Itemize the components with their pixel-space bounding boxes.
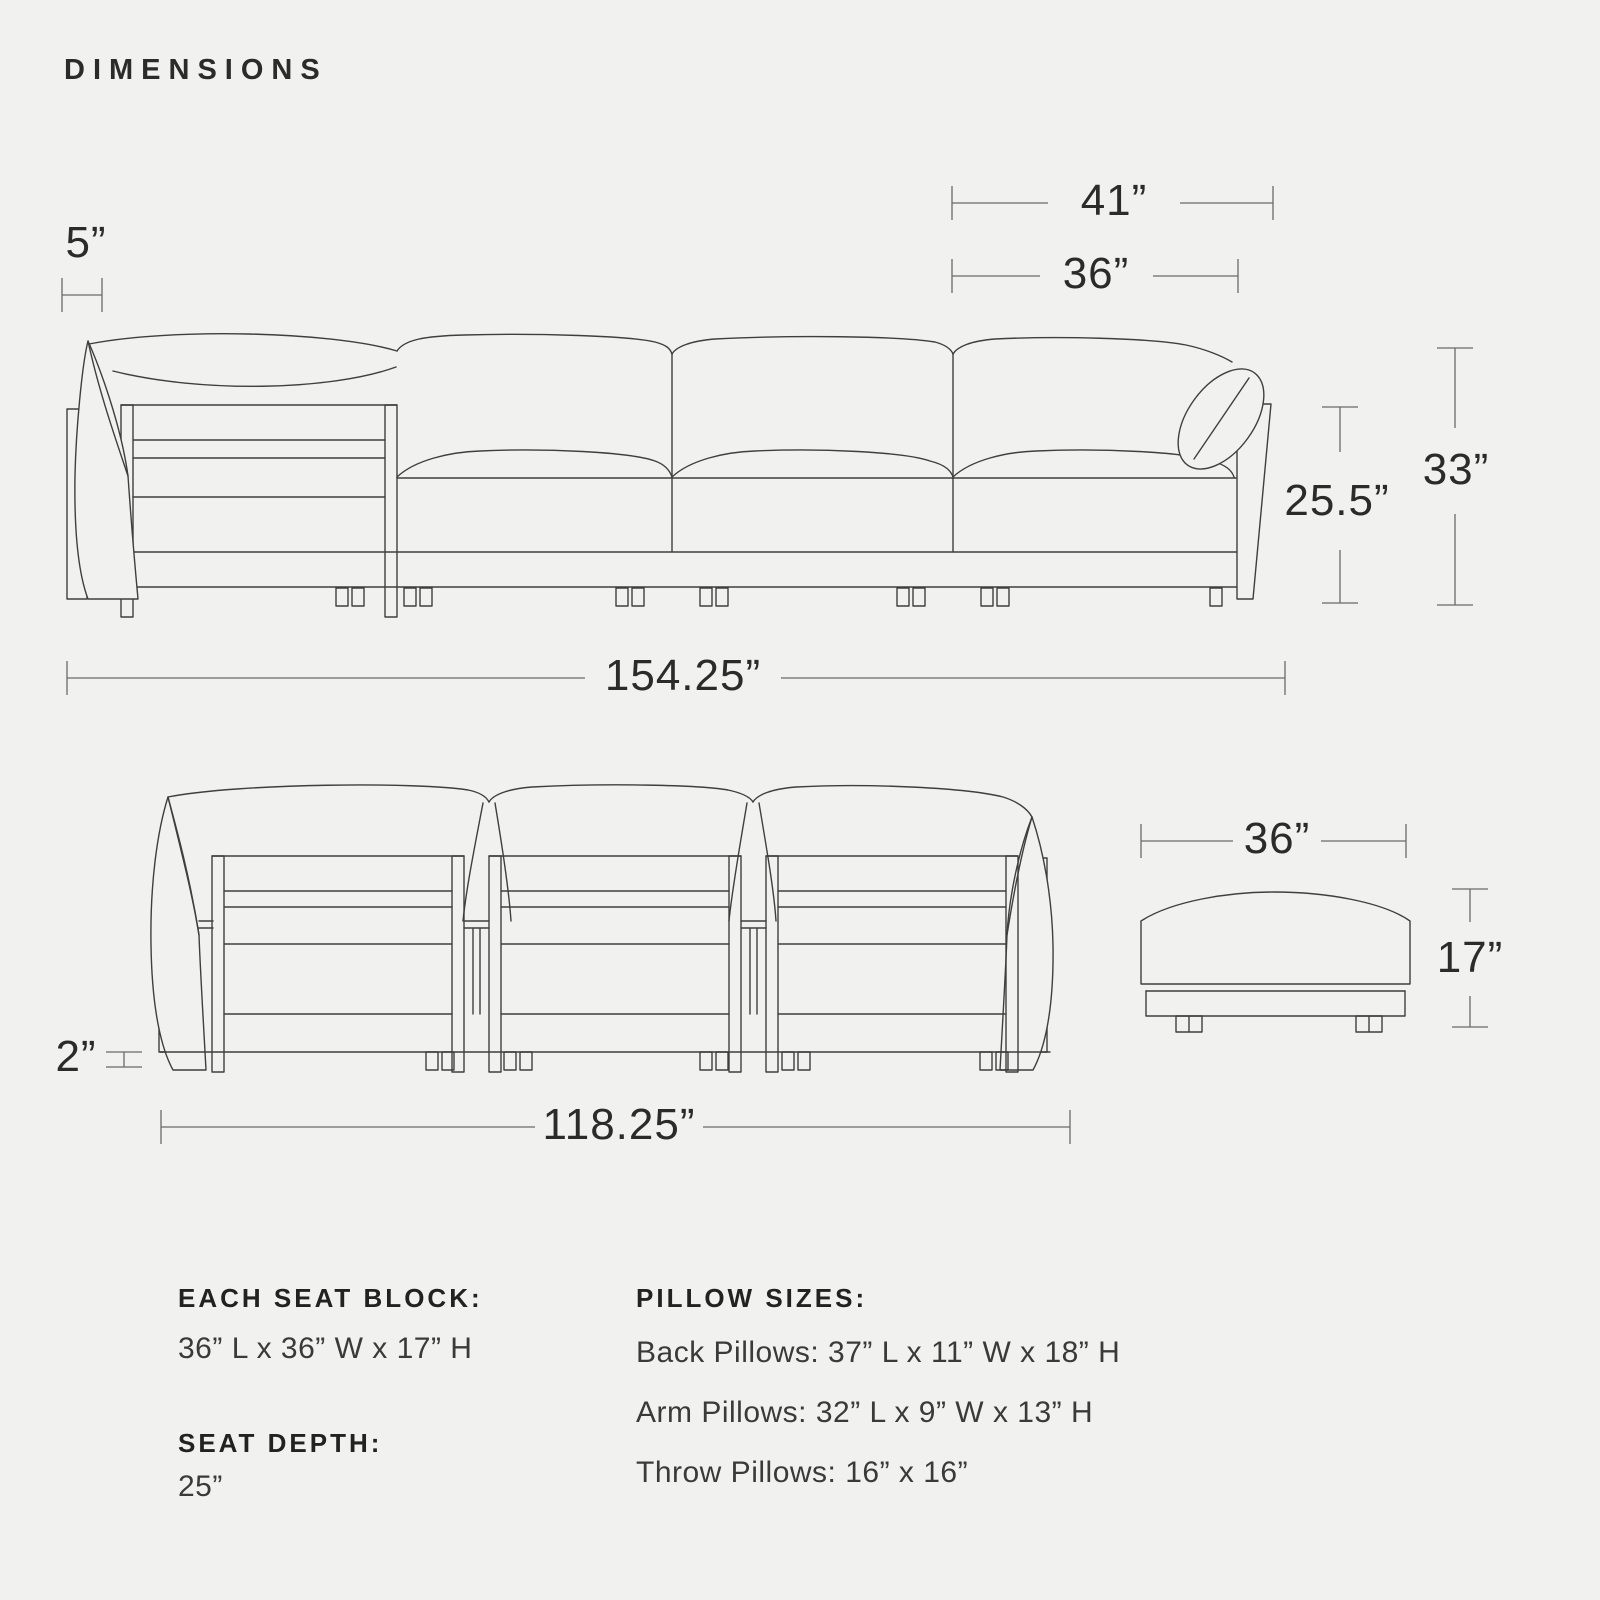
dim-line-5in <box>62 278 102 312</box>
dim-label-overall-length: 154.25” <box>604 651 762 700</box>
seat-block-value: 36” L x 36” W x 17” H <box>178 1332 473 1365</box>
sofa-back-elevation <box>151 785 1053 1072</box>
dim-label-seat-block: 36” <box>1062 249 1130 298</box>
dim-label-ottoman-height: 17” <box>1436 933 1504 982</box>
dim-line-2in <box>106 1052 142 1067</box>
seat-block-heading: EACH SEAT BLOCK: <box>178 1283 483 1313</box>
ottoman-side-view <box>1141 892 1410 1032</box>
dim-label-overall-height: 33” <box>1422 445 1490 494</box>
dim-label-back-height: 25.5” <box>1284 476 1390 525</box>
pillow-line-arm: Arm Pillows: 32” L x 9” W x 13” H <box>636 1396 1094 1429</box>
pillow-line-back: Back Pillows: 37” L x 11” W x 18” H <box>636 1336 1121 1369</box>
dim-label-arm-depth: 5” <box>65 218 107 267</box>
dimension-lines <box>62 186 1488 1144</box>
pillow-sizes-heading: PILLOW SIZES: <box>636 1283 868 1313</box>
pillow-line-throw: Throw Pillows: 16” x 16” <box>636 1456 969 1489</box>
dim-label-seat-plus-arm: 41” <box>1080 176 1148 225</box>
dim-label-ottoman-width: 36” <box>1243 814 1311 863</box>
dim-label-leg-height: 2” <box>55 1032 97 1081</box>
dim-label-back-length: 118.25” <box>542 1100 696 1149</box>
seat-depth-value: 25” <box>178 1470 223 1503</box>
seat-depth-heading: SEAT DEPTH: <box>178 1428 383 1458</box>
page-title: DIMENSIONS <box>64 54 328 86</box>
sofa-front-elevation <box>67 334 1281 617</box>
